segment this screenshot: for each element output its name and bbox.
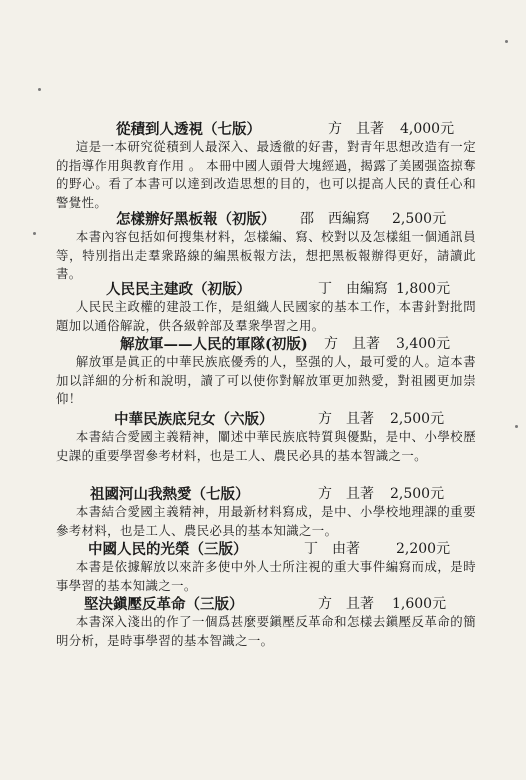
entry-header: [56, 593, 476, 613]
book-description: 本書內容包括如何搜集材料，怎樣編、寫、校對以及怎樣組一個通訊員等，特別指出走羣衆路線的編黑板報方法，想把黑板報辦得更好，請讀此書。: [56, 229, 476, 281]
book-price: 1,800元: [396, 281, 451, 297]
book-author: 丁 由著: [304, 541, 360, 557]
catalog-entry: [56, 278, 476, 335]
book-title: 堅決鎭壓反革命（三版）: [84, 596, 244, 613]
book-description: 本書深入淺出的作了一個爲甚麼要鎭壓反革命和怎樣去鎭壓反革命的簡明分析，是時事學習的基本智識之一。: [56, 614, 476, 648]
book-author: 方 且著: [324, 336, 380, 352]
book-title: 人民民主建政（初版）: [106, 281, 251, 298]
book-description: 本書結合愛國主義精神，用最新材料寫成，是中、小學校地理課的重要參考材料，也是工人、農民必具的基本知識之一。: [56, 504, 476, 538]
entry-header: [56, 333, 476, 353]
catalog-entry: [56, 538, 476, 595]
book-price: 2,500元: [390, 486, 445, 502]
entry-header: [56, 408, 476, 428]
entry-header: [56, 538, 476, 558]
catalog-entry: [56, 483, 476, 540]
book-price: 4,000元: [400, 121, 455, 137]
catalog-entry: [56, 593, 476, 650]
catalog-entry: [56, 118, 476, 212]
book-description: 人民民主政權的建設工作，是組織人民國家的基本工作，本書針對批問題加以通俗解說，供各級幹部及羣衆學習之用。: [56, 299, 476, 333]
catalog-entry: [56, 208, 476, 284]
book-title: 中國人民的光榮（三版）: [88, 541, 248, 558]
ink-speck: [33, 232, 36, 235]
book-author: 丁 由編寫: [318, 281, 388, 297]
book-description: 本書結合愛國主義精神，闡述中華民族底特質與優點，是中、小學校歷史課的重要學習參考材料，也是工人、農民必具的基本智識之一。: [56, 429, 476, 463]
catalog-entry: [56, 408, 476, 465]
entry-header: [56, 278, 476, 298]
book-author: 邵 西編寫: [300, 211, 370, 227]
book-author: 方 且著: [318, 596, 374, 612]
book-price: 2,500元: [390, 411, 445, 427]
book-title: 從積到人透視（七版）: [116, 121, 261, 138]
ink-speck: [38, 88, 41, 91]
ink-speck: [505, 40, 508, 43]
entry-header: [56, 208, 476, 228]
book-title: 祖國河山我熱愛（七版）: [90, 486, 250, 503]
book-author: 方 且著: [318, 411, 374, 427]
book-description: 本書是依據解放以來許多使中外人士所注視的重大事件編寫而成，是時事學習的基本知識之一。: [56, 559, 476, 593]
book-price: 2,500元: [392, 211, 447, 227]
book-price: 3,400元: [396, 336, 451, 352]
book-title: 解放軍——人民的軍隊(初版): [120, 336, 308, 353]
book-description: 解放軍是眞正的中華民族底優秀的人，堅强的人，最可愛的人。這本書加以詳細的分析和說明，讀了可以使你對解放軍更加熱愛，對祖國更加崇仰！: [56, 354, 476, 406]
book-author: 方 且著: [318, 486, 374, 502]
ink-speck: [515, 425, 518, 428]
book-title: 怎樣辦好黑板報（初版）: [116, 211, 276, 228]
book-price: 1,600元: [392, 596, 447, 612]
entry-header: [56, 118, 476, 138]
book-author: 方 且著: [328, 121, 384, 137]
entry-header: [56, 483, 476, 503]
catalog-entry: [56, 333, 476, 409]
book-title: 中華民族底兒女（六版）: [114, 411, 274, 428]
book-description: 這是一本研究從積到人最深入、最透徹的好書，對青年思想改造有一定的指導作用與教育作用 。 本冊中國人頭骨大塊經過，揭露了美國强盗掠奪的野心。看了本書可以達到改造思想的目的，也可以提高人民的責任心和警覺性。: [56, 139, 476, 210]
book-price: 2,200元: [396, 541, 451, 557]
